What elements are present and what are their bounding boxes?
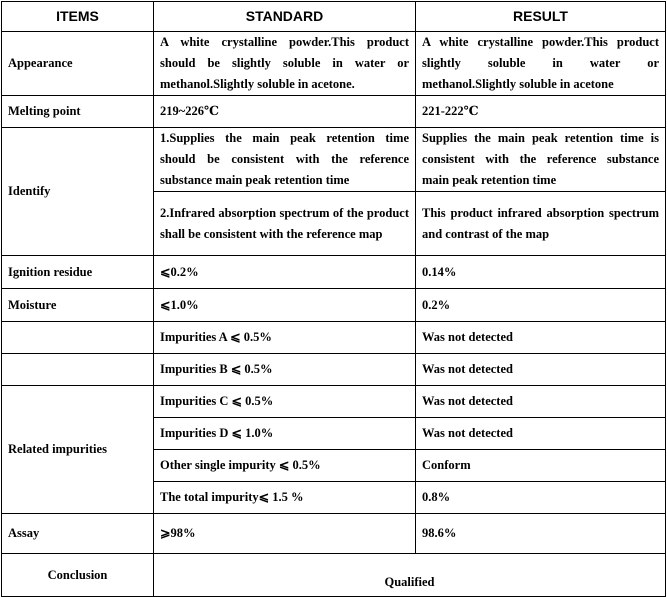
- items-header: ITEMS: [2, 2, 154, 32]
- impurity-b-result: Was not detected: [416, 354, 666, 386]
- result-header: RESULT: [416, 2, 666, 32]
- ignition-residue-standard: ⩽0.2%: [154, 256, 416, 289]
- identify-standard-1: 1.Supplies the main peak retention time should be consistent with the reference substance main peak retention time: [154, 128, 416, 192]
- conclusion-item: Conclusion: [2, 554, 154, 597]
- melting-point-standard: 219~226℃: [154, 96, 416, 128]
- ignition-residue-item: Ignition residue: [2, 256, 154, 289]
- coa-table: [1, 1, 666, 597]
- conclusion-result: Qualified: [154, 554, 666, 597]
- header-row: [2, 2, 666, 32]
- assay-standard: ⩾98%: [154, 514, 416, 554]
- conclusion-row: [2, 554, 666, 597]
- moisture-result: 0.2%: [416, 289, 666, 322]
- identify-row-1: [2, 128, 666, 192]
- impurity-row: [2, 386, 666, 418]
- related-impurities-item: Related impurities: [2, 386, 154, 514]
- appearance-row: [2, 32, 666, 96]
- assay-result: 98.6%: [416, 514, 666, 554]
- impurity-d-standard: Impurities D ⩽ 1.0%: [154, 418, 416, 450]
- identify-result-2: This product infrared absorption spectrum and contrast of the map: [416, 192, 666, 256]
- total-impurity-standard: The total impurity⩽ 1.5 %: [154, 482, 416, 514]
- impurity-a-result: Was not detected: [416, 322, 666, 354]
- total-impurity-result: 0.8%: [416, 482, 666, 514]
- other-single-impurity-standard: Other single impurity ⩽ 0.5%: [154, 450, 416, 482]
- impurity-blank-cell-2: [2, 354, 154, 386]
- identify-standard-2: 2.Infrared absorption spectrum of the product shall be consistent with the reference map: [154, 192, 416, 256]
- assay-item: Assay: [2, 514, 154, 554]
- impurity-c-result: Was not detected: [416, 386, 666, 418]
- moisture-row: [2, 289, 666, 322]
- moisture-item: Moisture: [2, 289, 154, 322]
- impurity-row: [2, 354, 666, 386]
- melting-point-row: [2, 96, 666, 128]
- ignition-residue-row: [2, 256, 666, 289]
- melting-point-item: Melting point: [2, 96, 154, 128]
- impurity-c-standard: Impurities C ⩽ 0.5%: [154, 386, 416, 418]
- assay-row: [2, 514, 666, 554]
- impurity-d-result: Was not detected: [416, 418, 666, 450]
- impurity-blank-cell-1: [2, 322, 154, 354]
- other-single-impurity-result: Conform: [416, 450, 666, 482]
- standard-header: STANDARD: [154, 2, 416, 32]
- moisture-standard: ⩽1.0%: [154, 289, 416, 322]
- appearance-standard: A white crystalline powder.This product should be slightly soluble in water or methanol.Slightly soluble in acetone.: [154, 32, 416, 96]
- impurity-row: [2, 322, 666, 354]
- ignition-residue-result: 0.14%: [416, 256, 666, 289]
- melting-point-result: 221-222℃: [416, 96, 666, 128]
- appearance-item: Appearance: [2, 32, 154, 96]
- impurity-a-standard: Impurities A ⩽ 0.5%: [154, 322, 416, 354]
- identify-item: Identify: [2, 128, 154, 256]
- identify-result-1: Supplies the main peak retention time is consistent with the reference substance main peak retention time: [416, 128, 666, 192]
- appearance-result: A white crystalline powder.This product slightly soluble in water or methanol.Slightly soluble in acetone: [416, 32, 666, 96]
- impurity-b-standard: Impurities B ⩽ 0.5%: [154, 354, 416, 386]
